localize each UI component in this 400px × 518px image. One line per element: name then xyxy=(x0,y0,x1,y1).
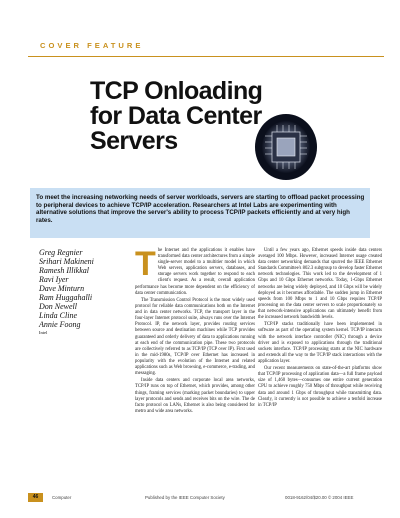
header-band xyxy=(0,0,400,70)
author-name: Linda Cline xyxy=(39,311,78,320)
magazine-name: Computer xyxy=(52,495,72,500)
publisher-line: Published by the IEEE Computer Society xyxy=(145,495,225,500)
author-list xyxy=(39,248,119,335)
title-line-2: for Data Center xyxy=(90,102,262,130)
author-name: Ram Huggahalli xyxy=(39,293,93,302)
page-footer xyxy=(0,492,400,504)
article-title xyxy=(90,79,270,154)
abstract-text: To meet the increasing networking needs of server workloads, servers are starting to offload packet processing to peripheral devices to achieve TCP/IP acceleration. Researchers at Intel Labs are experimenting with alternative solutions that improve the server's ability to process TCP/IP packets efficiently and at very high rates. xyxy=(36,194,365,224)
author-name: Ravi Iyer xyxy=(39,275,69,284)
processor-chip-illustration xyxy=(253,112,318,182)
author-name: Srihari Makineni xyxy=(39,257,94,266)
drop-cap: T xyxy=(135,245,156,283)
author-affiliation: Intel xyxy=(39,330,48,335)
section-label: COVER FEATURE xyxy=(40,41,144,50)
header-rule xyxy=(28,56,384,57)
body-paragraph: Inside data centers and corporate local area networks, TCP/IP runs on top of Ethernet, which provides, among other things, framing services (marking packet boundaries) to upper layer protocols and sends and receives bits on the wire. The de facto protocol on LANs, Ethernet is also being considered for metro and wide area networks. xyxy=(135,378,255,414)
body-paragraph: TCP/IP stacks traditionally have been implemented in software as part of the operating system kernel. TCP/IP interacts with the network interface controller (NIC) through a device driver and is exposed to applications through the traditional sockets interface. TCP/IP processing starts at the NIC hardware and extends all the way to the TCP/IP stack interactions with the application layer. xyxy=(258,322,382,364)
title-line-1: TCP Onloading xyxy=(90,77,263,105)
author-name: Annie Foong xyxy=(39,320,81,329)
author-name: Dave Minturn xyxy=(39,284,85,293)
copyright-code: 0018-9162/04/$20.00 © 2004 IEEE xyxy=(285,495,354,500)
page-number: 46 xyxy=(28,493,43,502)
body-paragraph: Until a few years ago, Ethernet speeds inside data centers averaged 100 Mbps. However, increased Internet usage created data center networking demands that spurred the IEEE Ethernet Standards Committee's 802.3 subgroup to develop faster Ethernet network technologies. This work led to the development of 1 Gbps and 10 Gbps Ethernet networks. Today, 1-Gbps Ethernet networks are being widely deployed, and 10 Gbps will be widely deployed as it becomes affordable. The sudden jump in Ethernet speeds from 100 Mbps to 1 and 10 Gbps requires TCP/IP processing on the data center servers to scale proportionately so that network-intensive applications can ultimately benefit from the increased network bandwidth levels. xyxy=(258,248,382,321)
author-name: Ramesh Illikkal xyxy=(39,266,89,275)
author-name: Greg Regnier xyxy=(39,248,83,257)
body-column-1 xyxy=(135,245,255,416)
title-line-3: Servers xyxy=(90,127,178,155)
body-paragraph: Our recent measurements on state-of-the-art platforms show that TCP/IP processing of application data—a full frame payload size of 1,460 bytes—consumes one entire current generation CPU to achieve roughly 750 Mbps of throughput while receiving data and around 1 Gbps of throughput while transmitting data. Clearly, it currently is not possible to achieve a tenfold increase in TCP/IP xyxy=(258,366,382,408)
body-paragraph: The Transmission Control Protocol is the most widely used protocol for reliable data communications both on the Internet and in data center networks. TCP, the transport layer in the four-layer Internet protocol suite, always runs over the Internet Protocol. IP, the network layer, provides routing services between source and destination machines while TCP provides guaranteed and orderly delivery of data to applications running at each end of the communication pipe. These two protocols are collectively referred to as TCP/IP (TCP over IP). First used in the mid-1980s, TCP/IP over Ethernet has increased in popularity with the evolution of the Internet and related applications such as Web browsing, e-commerce, e-trading, and messaging. xyxy=(135,297,255,377)
body-paragraph: he Internet and the applications it enables have transformed data center architectures from a simple single-server model to a multitier model in which Web servers, application servers, databases, and storage servers work together to respond to each client's request. As a result, overall application performance has become more dependent on the efficiency of data center communication. xyxy=(135,248,255,296)
author-name: Don Newell xyxy=(39,302,77,311)
body-column-2 xyxy=(258,248,382,410)
